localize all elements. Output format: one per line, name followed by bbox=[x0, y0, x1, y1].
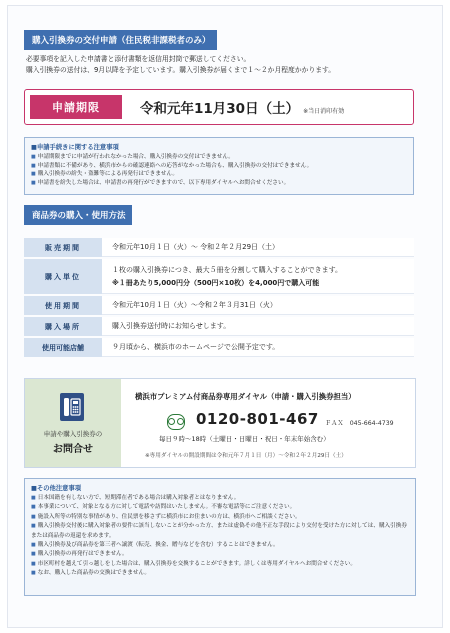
deadline-label: 申請期限 bbox=[30, 95, 122, 119]
row-value: 購入引換券送付時にお知らせします。 bbox=[102, 317, 414, 336]
table-row bbox=[24, 338, 414, 357]
notes-item: ■ 申請期限までに申請が行われなかった場合、購入引換券の交付はできません。 bbox=[31, 153, 407, 162]
inquiry-open-period: ※専用ダイヤルの開設期間は令和元年７月１日（月）～令和２年２月29日（土） bbox=[145, 453, 347, 459]
inquiry-panel bbox=[25, 379, 121, 467]
section-purchase-title: 商品券の購入・使用方法 bbox=[24, 205, 132, 225]
toll-free-number[interactable]: 0120-801-467 bbox=[196, 410, 319, 428]
table-row bbox=[24, 259, 414, 294]
notes-item: ■ 購入引換券及び商品券を第三者へ譲渡（転売、換金、贈与などを含む）することはできません。 bbox=[31, 541, 409, 550]
application-notes bbox=[24, 137, 414, 195]
row-value-sub: ※１冊あたり5,000円分（500円×10枚）を4,000円で購入可能 bbox=[112, 278, 320, 287]
row-label: 使用可能店舗 bbox=[24, 338, 102, 357]
inquiry-hours: 毎日９時～18時（土曜日・日曜日・祝日・年末年始含む） bbox=[159, 435, 330, 443]
row-value: ９月頃から、横浜市のホームページで公開予定です。 bbox=[102, 338, 414, 357]
notes-item: ■ 申請書類に不備があり、横浜市からの確認連絡への応答がなかった場合も、購入引換券の交付はできません。 bbox=[31, 162, 407, 171]
intro-line: 必要事項を記入した申請書と添付書類を返信用封筒で郵送してください。 bbox=[26, 55, 251, 63]
table-row bbox=[24, 296, 414, 315]
notes-item: ■ 購入引換券の再発行はできません。 bbox=[31, 550, 409, 559]
notes-item: ■ 日本国籍を有しない方で、短期滞在者である場合は購入対象者とはなりません。 bbox=[31, 494, 409, 503]
row-label: 購入場所 bbox=[24, 317, 102, 336]
notes-item: ■ 本事業について、対象となる方に対して電話や訪問はいたしません。不審な電話等にご注意ください。 bbox=[31, 503, 409, 512]
row-value bbox=[102, 259, 414, 294]
notes-item: ■ 購入引換券の紛失・盗難等による再発行はできません。 bbox=[31, 170, 407, 179]
section-purchase bbox=[24, 203, 132, 225]
intro-line: 購入引換券の送付は、9月以降を予定しています。購入引換券が届くまで１～２か月程度かかります。 bbox=[26, 66, 336, 74]
inquiry-label-small: 申請や購入引換券の bbox=[43, 430, 103, 438]
inquiry-box bbox=[24, 378, 416, 468]
table-row bbox=[24, 238, 414, 257]
row-label: 使用期間 bbox=[24, 296, 102, 315]
notes-item: ■ 申請書を紛失した場合は、申請書の再発行ができますので、以下専用ダイヤルへお問合せください。 bbox=[31, 179, 407, 188]
inquiry-label-big: お問合せ bbox=[53, 444, 93, 455]
inquiry-title: 横浜市プレミアム付商品券専用ダイヤル（申請・購入引換券担当） bbox=[135, 392, 356, 401]
phone-icon bbox=[60, 393, 84, 421]
application-notes-title: ■申請手続きに関する注意事項 bbox=[31, 144, 119, 151]
notes-item: ■ なお、購入した商品券の交換はできません。 bbox=[31, 569, 409, 578]
other-notes-list bbox=[31, 494, 409, 579]
row-label: 購入単位 bbox=[24, 259, 102, 294]
section-application-title: 購入引換券の交付申請（住民税非課税者のみ） bbox=[24, 30, 217, 50]
row-value-main: １枚の購入引換券につき、最大５冊を分割して購入することができます。 bbox=[112, 265, 343, 274]
notes-item: ■ 購入引換券交付後に購入対象者の要件に該当しないことが分かった方、または虚偽その他不正な手段により交付を受けた方に対しては、購入引換券または商品券の返還を求めます。 bbox=[31, 522, 409, 541]
fax-number: ＦＡＸ 045-664-4739 bbox=[325, 420, 394, 427]
notes-item: ■ 市区町村を越えて引っ越しをした場合は、購入引換券を交換することができます。詳しくは専用ダイヤルへお問合せください。 bbox=[31, 560, 409, 569]
application-notes-list bbox=[31, 153, 407, 187]
section-application bbox=[24, 28, 414, 76]
notes-item: ■ 施設入所等の特別な事情があり、住民票を移さずに横浜市にお住まいの方は、横浜市へご相談ください。 bbox=[31, 513, 409, 522]
deadline-date: 令和元年11月30日（土） bbox=[140, 101, 300, 117]
purchase-info-table bbox=[24, 236, 414, 359]
row-value: 令和元年10月１日（火）～ 令和２年２月29日（土） bbox=[102, 238, 414, 257]
other-notes bbox=[24, 478, 416, 596]
row-label: 販売期間 bbox=[24, 238, 102, 257]
application-deadline bbox=[24, 89, 414, 125]
table-row bbox=[24, 317, 414, 336]
deadline-note: ※当日消印有効 bbox=[303, 107, 345, 115]
other-notes-title: ■その他注意事項 bbox=[31, 485, 82, 492]
free-dial-icon bbox=[167, 414, 185, 430]
row-value: 令和元年10月１日（火）～令和２年３月31日（火） bbox=[102, 296, 414, 315]
section-application-intro bbox=[26, 54, 412, 76]
